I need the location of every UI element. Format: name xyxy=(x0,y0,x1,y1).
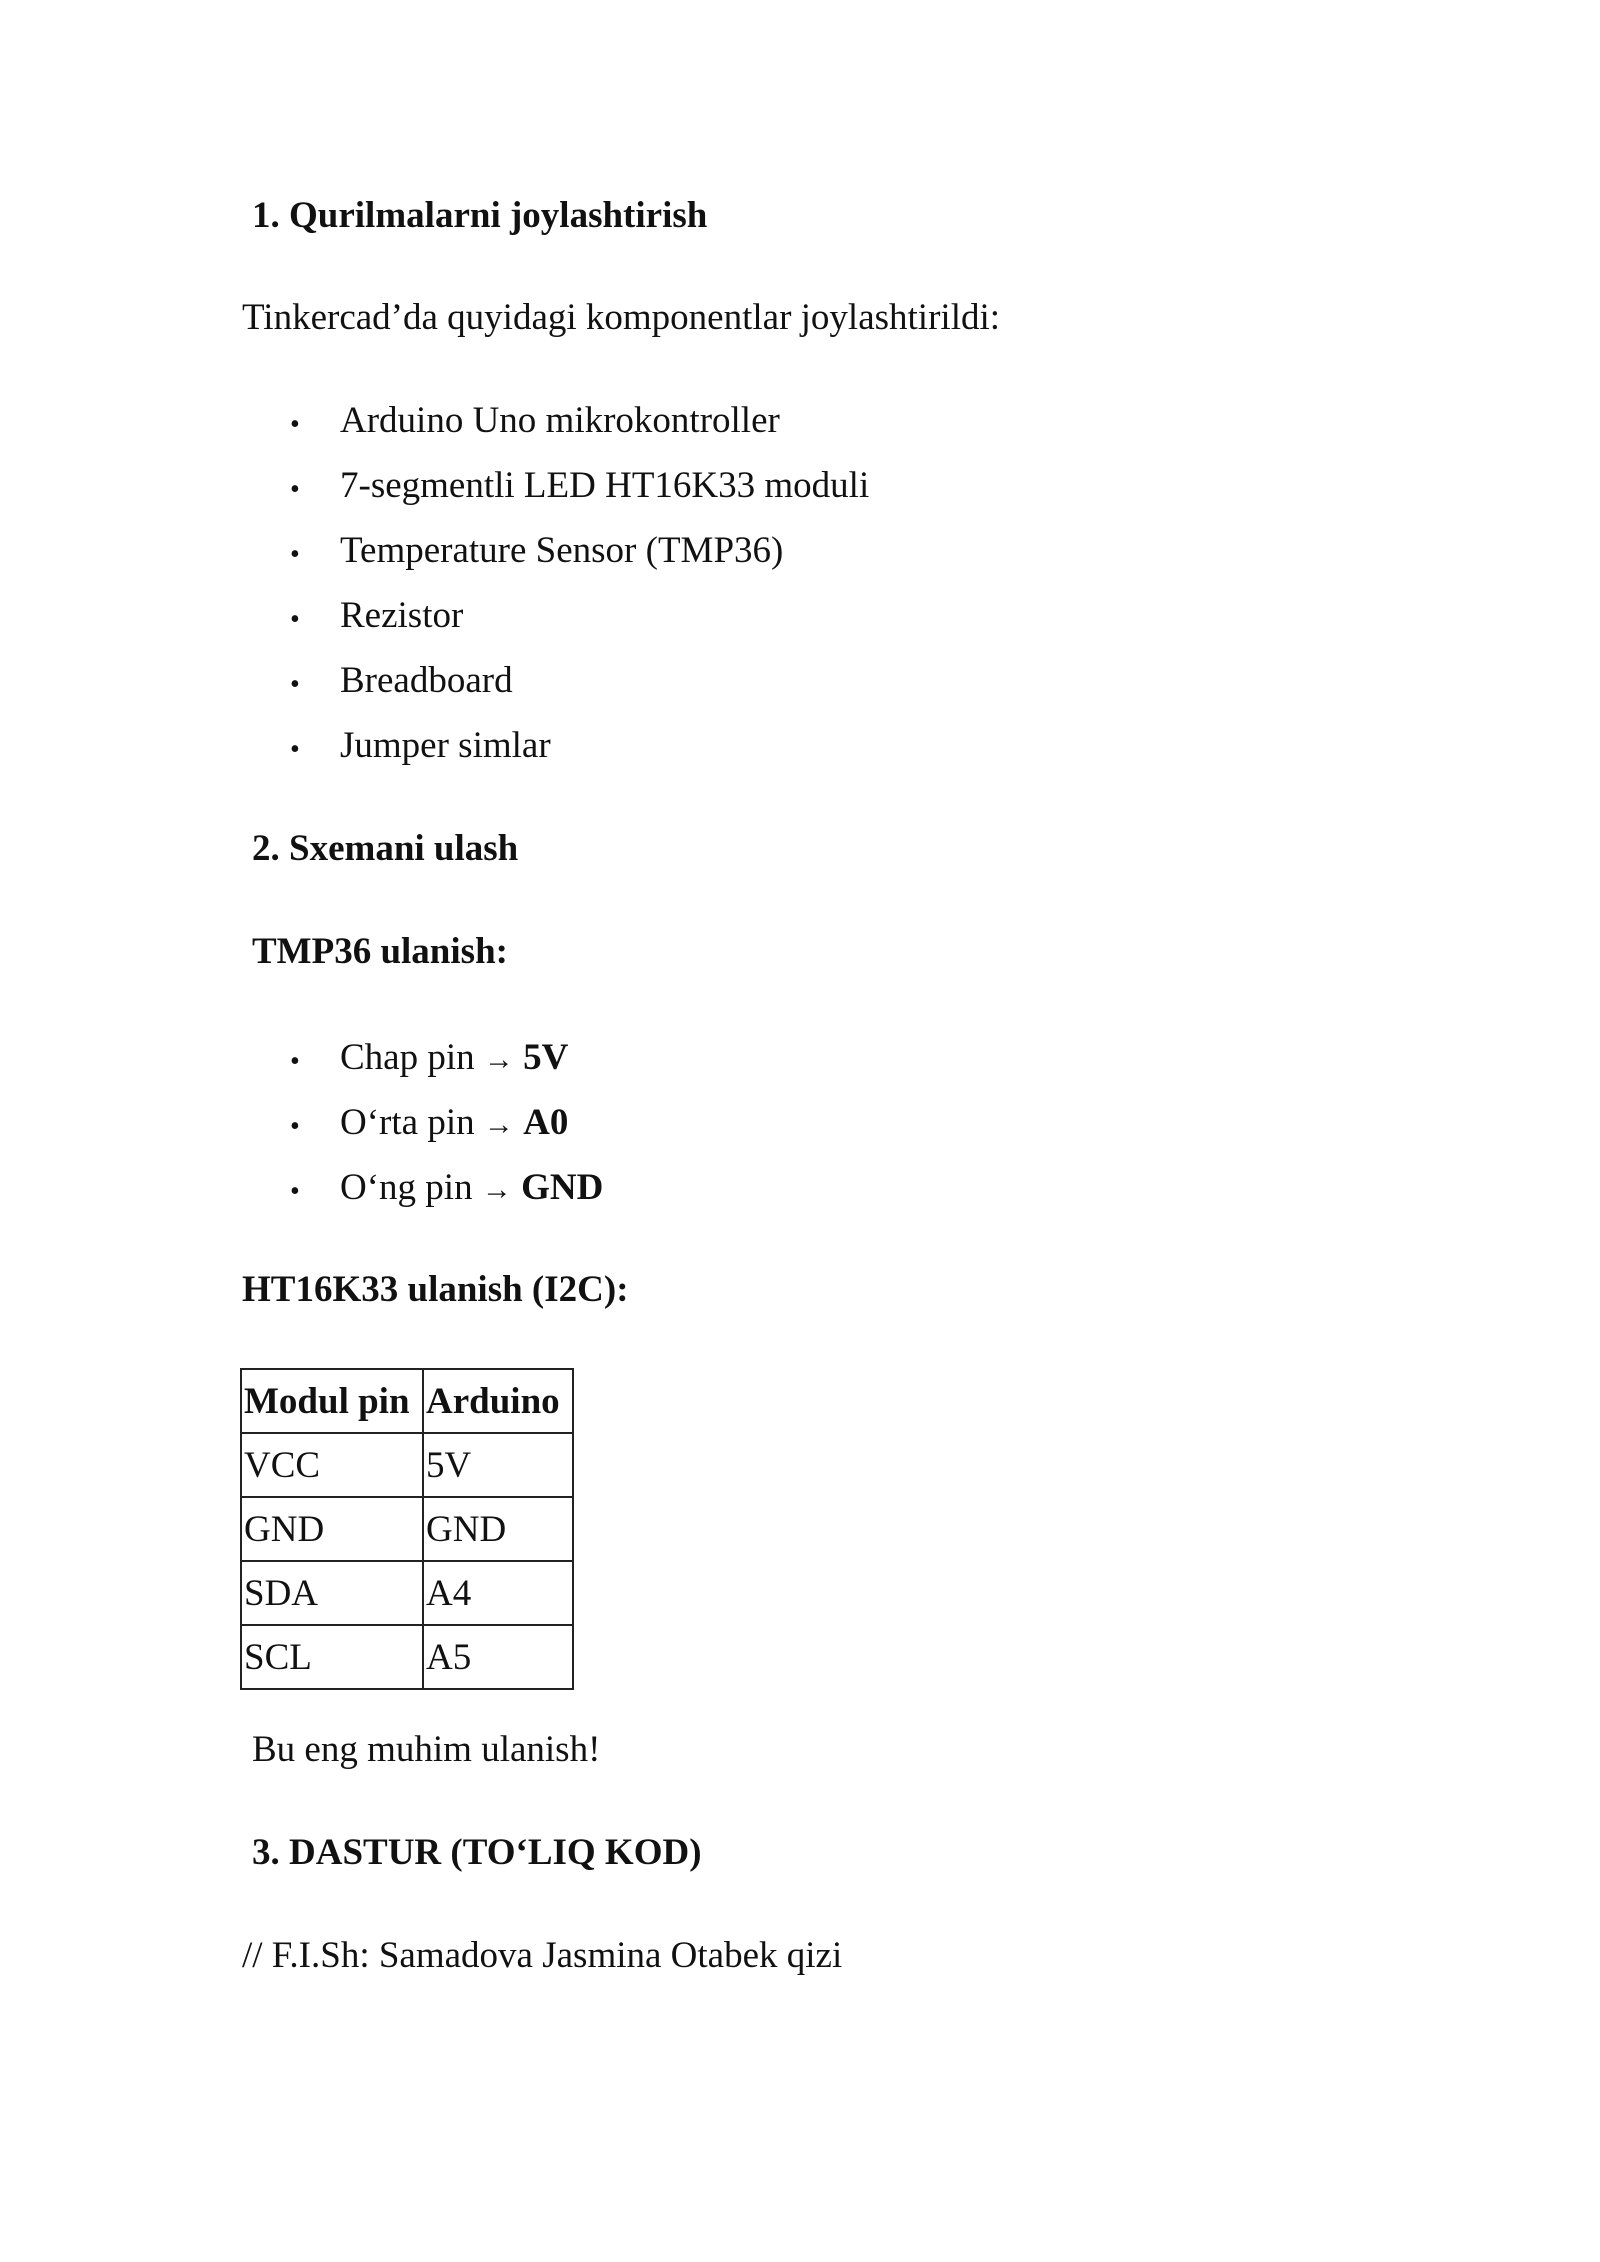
ht16k33-heading: HT16K33 ulanish (I2C): xyxy=(242,1269,629,1310)
list-item: Jumper simlar xyxy=(340,725,551,766)
bullet: • xyxy=(290,474,300,505)
arrow-icon: → xyxy=(481,1173,512,1206)
table-cell: 5V xyxy=(423,1433,573,1497)
note-text: Bu eng muhim ulanish! xyxy=(252,1729,601,1770)
table-header-row xyxy=(241,1369,573,1433)
section1-intro: Tinkercad’da quyidagi komponentlar joylashtirildi: xyxy=(242,297,1001,338)
section1-heading: 1. Qurilmalarni joylashtirish xyxy=(252,195,708,236)
table-row xyxy=(241,1625,573,1689)
arrow-icon: → xyxy=(483,1043,514,1076)
table-cell: A4 xyxy=(423,1561,573,1625)
list-item xyxy=(340,1036,568,1082)
pin-target: GND xyxy=(521,1167,604,1208)
list-item: 7-segmentli LED HT16K33 moduli xyxy=(340,465,870,506)
bullet: • xyxy=(290,1046,300,1077)
pin-table xyxy=(240,1368,574,1690)
table-cell: GND xyxy=(241,1497,423,1561)
table-header: Arduino xyxy=(423,1369,573,1433)
bullet: • xyxy=(290,604,300,635)
list-item xyxy=(340,1101,568,1147)
table-row xyxy=(241,1433,573,1497)
table-cell: A5 xyxy=(423,1625,573,1689)
pin-target: A0 xyxy=(523,1102,569,1143)
pin-target: 5V xyxy=(523,1037,569,1078)
arrow-icon: → xyxy=(483,1108,514,1141)
pin-label: Chap pin xyxy=(340,1037,475,1078)
bullet: • xyxy=(290,539,300,570)
pin-label: O‘ng pin xyxy=(340,1167,473,1208)
bullet: • xyxy=(290,669,300,700)
code-comment: // F.I.Sh: Samadova Jasmina Otabek qizi xyxy=(242,1935,843,1976)
list-item: Arduino Uno mikrokontroller xyxy=(340,400,780,441)
list-item: Temperature Sensor (TMP36) xyxy=(340,530,784,571)
table-cell: VCC xyxy=(241,1433,423,1497)
bullet: • xyxy=(290,409,300,440)
table-cell: SDA xyxy=(241,1561,423,1625)
section3-heading: 3. DASTUR (TO‘LIQ KOD) xyxy=(252,1832,702,1873)
table-row xyxy=(241,1497,573,1561)
table-cell: GND xyxy=(423,1497,573,1561)
table-header: Modul pin xyxy=(241,1369,423,1433)
bullet: • xyxy=(290,734,300,765)
list-item: Rezistor xyxy=(340,595,464,636)
list-item xyxy=(340,1166,603,1212)
section2-heading: 2. Sxemani ulash xyxy=(252,828,519,869)
bullet: • xyxy=(290,1111,300,1142)
list-item: Breadboard xyxy=(340,660,513,701)
table-cell: SCL xyxy=(241,1625,423,1689)
pin-label: O‘rta pin xyxy=(340,1102,475,1143)
table-row xyxy=(241,1561,573,1625)
tmp36-heading: TMP36 ulanish: xyxy=(252,931,508,972)
bullet: • xyxy=(290,1176,300,1207)
